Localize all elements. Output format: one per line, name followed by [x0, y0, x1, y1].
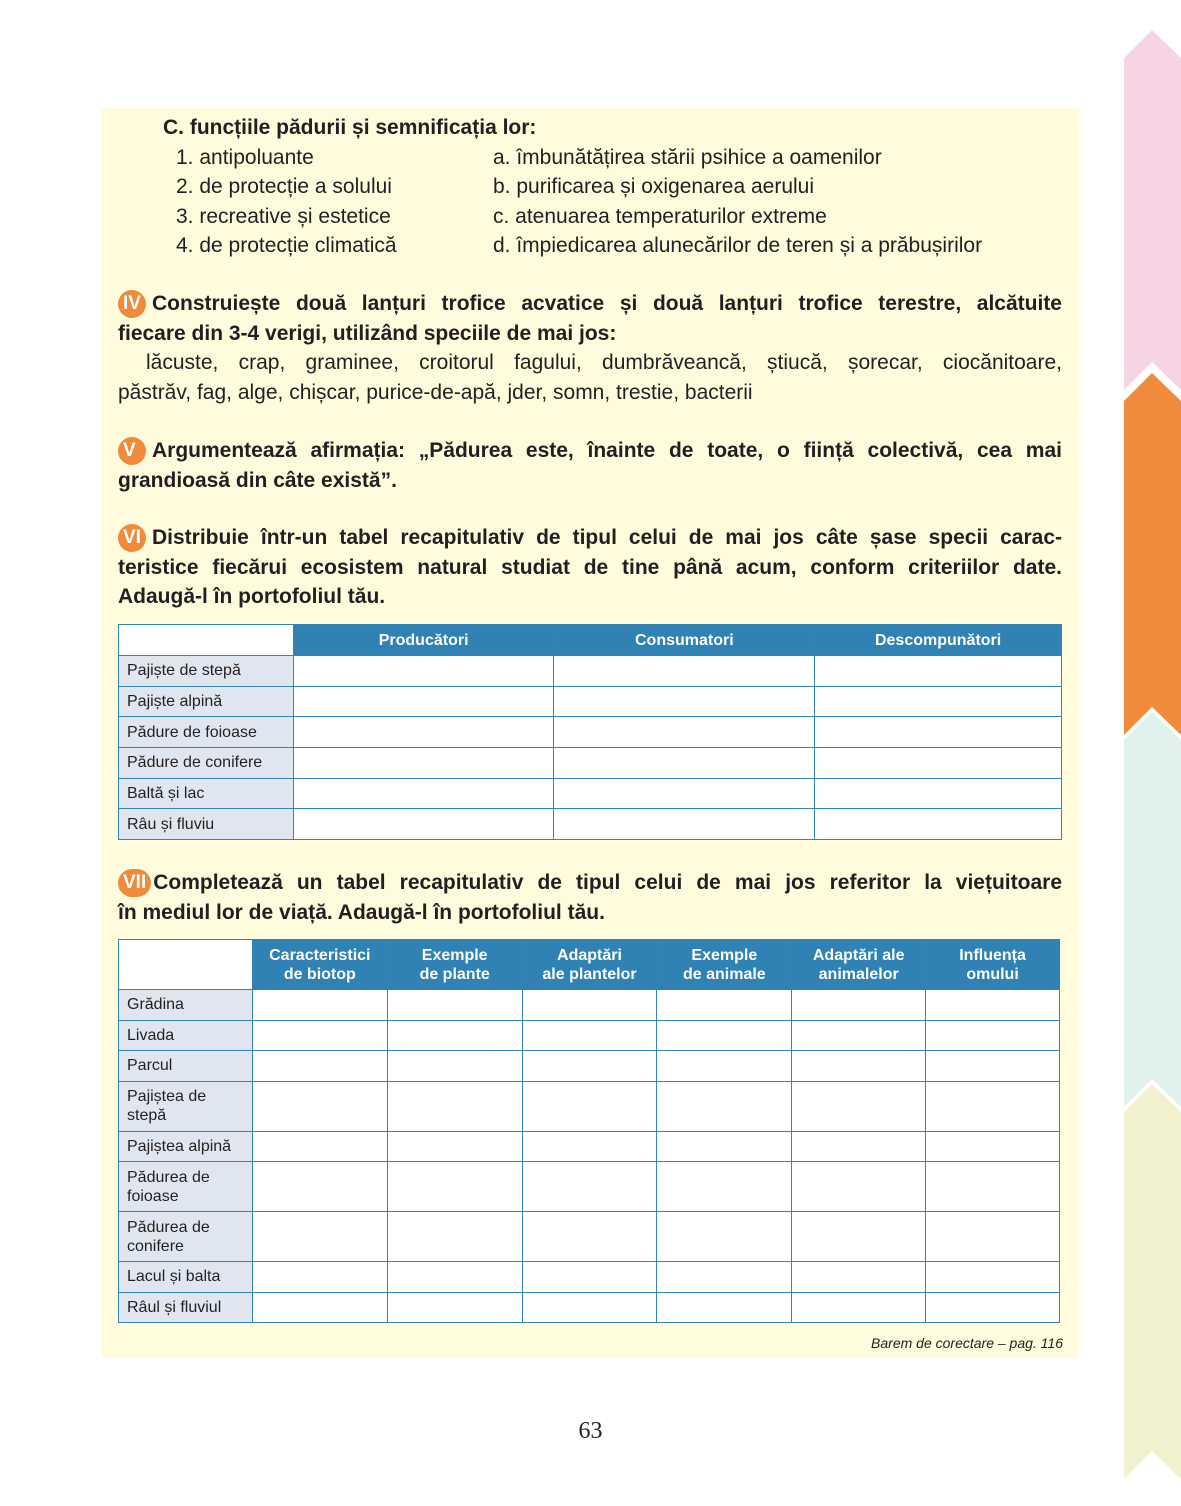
- task-badge: IV: [118, 290, 146, 318]
- table-header: Exemple de plante: [387, 940, 522, 990]
- list-item: d. împiedicarea alunecărilor de teren și a prăbușirilor: [493, 233, 983, 257]
- row-label: Baltă și lac: [119, 778, 294, 809]
- page-number: 63: [578, 1418, 603, 1444]
- table-cell[interactable]: [522, 1162, 657, 1212]
- row-label: Pajiștea alpină: [119, 1131, 253, 1162]
- row-label: Pădure de foioase: [119, 717, 294, 748]
- table-cell[interactable]: [293, 748, 554, 779]
- table-cell[interactable]: [792, 1292, 926, 1323]
- table-cell[interactable]: [252, 1212, 387, 1262]
- table-cell[interactable]: [252, 1081, 387, 1131]
- table-cell[interactable]: [293, 656, 554, 687]
- table-cell[interactable]: [657, 1081, 792, 1131]
- species-line2: păstrăv, fag, alge, chișcar, purice-de-apă, jder, somn, trestie, bacterii: [118, 380, 753, 404]
- table-cell[interactable]: [926, 1131, 1060, 1162]
- table-header: Descompunători: [815, 625, 1062, 656]
- task-iv-line1: Construiește două lanțuri trofice acvatice și două lanțuri trofice terestre, alcătuite: [152, 292, 1062, 315]
- row-label: Grădina: [119, 990, 253, 1021]
- table-cell[interactable]: [252, 990, 387, 1021]
- table-corner: [119, 940, 253, 990]
- table-header: Adaptări ale animalelor: [792, 940, 926, 990]
- table-cell[interactable]: [252, 1131, 387, 1162]
- table-cell[interactable]: [792, 1212, 926, 1262]
- table-cell[interactable]: [792, 1162, 926, 1212]
- table-cell[interactable]: [387, 1131, 522, 1162]
- table-cell[interactable]: [522, 1020, 657, 1051]
- table-cell[interactable]: [792, 1081, 926, 1131]
- task-vii: [118, 868, 1062, 927]
- section-c-right-list: [493, 143, 982, 260]
- task-badge: VI: [118, 524, 146, 552]
- table-cell[interactable]: [522, 1212, 657, 1262]
- row-label: Râul și fluviul: [119, 1292, 253, 1323]
- row-label: Pădure de conifere: [119, 748, 294, 779]
- table-cell[interactable]: [522, 1262, 657, 1293]
- row-label: Pădurea de conifere: [119, 1212, 253, 1262]
- table-cell[interactable]: [792, 990, 926, 1021]
- task-iv-line2: fiecare din 3-4 verigi, utilizând speciile de mai jos:: [118, 321, 617, 345]
- table-cell[interactable]: [522, 1081, 657, 1131]
- task-iv: [118, 289, 1062, 407]
- table-cell[interactable]: [387, 1081, 522, 1131]
- task-badge: VII: [118, 869, 151, 897]
- table-cell[interactable]: [926, 990, 1060, 1021]
- table-cell[interactable]: [792, 1051, 926, 1082]
- table-cell[interactable]: [657, 1292, 792, 1323]
- answer-key-reference: Barem de corectare – pag. 116: [871, 1335, 1063, 1351]
- row-label: Parcul: [119, 1051, 253, 1082]
- table-cell[interactable]: [554, 778, 815, 809]
- row-label: Pajiște de stepă: [119, 656, 294, 687]
- table-cell[interactable]: [252, 1162, 387, 1212]
- row-label: Pajiște alpină: [119, 686, 294, 717]
- table-cell[interactable]: [657, 1212, 792, 1262]
- section-c-left-list: [176, 143, 397, 260]
- table-header: Caracteristici de biotop: [252, 940, 387, 990]
- table-cell[interactable]: [926, 1020, 1060, 1051]
- task-vi-line2: teristice fiecărui ecosistem natural studiat de tine până acum, conform criteriilor date.: [118, 555, 1062, 579]
- task-v: [118, 436, 1062, 495]
- table-cell[interactable]: [387, 1292, 522, 1323]
- table-cell[interactable]: [792, 1131, 926, 1162]
- task-vi-line3: Adaugă-l în portofoliul tău.: [118, 585, 386, 608]
- row-label: Lacul și balta: [119, 1262, 253, 1293]
- table-cell[interactable]: [293, 717, 554, 748]
- table-cell[interactable]: [815, 748, 1062, 779]
- table-cell[interactable]: [657, 1131, 792, 1162]
- row-label: Pajiștea de stepă: [119, 1081, 253, 1131]
- table-cell[interactable]: [554, 686, 815, 717]
- table-cell[interactable]: [252, 1051, 387, 1082]
- table-header: Producători: [293, 625, 554, 656]
- table-cell[interactable]: [293, 809, 554, 840]
- table-cell[interactable]: [554, 656, 815, 687]
- task-vii-line1: Completează un tabel recapitulativ de tipul celui de mai jos referitor la viețuitoare: [153, 871, 1062, 894]
- habitat-table: [118, 939, 1060, 1323]
- table-cell[interactable]: [926, 1081, 1060, 1131]
- table-cell[interactable]: [387, 1262, 522, 1293]
- table-cell[interactable]: [252, 1292, 387, 1323]
- table-header: Influența omului: [926, 940, 1060, 990]
- table-cell[interactable]: [926, 1212, 1060, 1262]
- table-cell[interactable]: [926, 1051, 1060, 1082]
- table-header: Consumatori: [554, 625, 815, 656]
- list-item: 2. de protecție a solului: [176, 175, 392, 199]
- list-item: 1. antipoluante: [176, 146, 314, 169]
- table-cell[interactable]: [815, 686, 1062, 717]
- table-cell[interactable]: [657, 1020, 792, 1051]
- species-line1: lăcuste, crap, graminee, croitorul fagului, dumbrăveancă, știucă, șorecar, ciocănitoare,: [146, 351, 1062, 374]
- row-label: Râu și fluviu: [119, 809, 294, 840]
- table-cell[interactable]: [293, 778, 554, 809]
- list-item: 4. de protecție climatică: [176, 233, 397, 257]
- list-item: 3. recreative și estetice: [176, 204, 391, 228]
- task-vii-line2: în mediul lor de viață. Adaugă-l în portofoliul tău.: [118, 900, 605, 924]
- task-vi: [118, 523, 1062, 612]
- table-cell[interactable]: [792, 1262, 926, 1293]
- table-cell[interactable]: [657, 1162, 792, 1212]
- table-cell[interactable]: [387, 1020, 522, 1051]
- table-cell[interactable]: [815, 717, 1062, 748]
- table-cell[interactable]: [387, 1212, 522, 1262]
- table-cell[interactable]: [387, 1051, 522, 1082]
- table-cell[interactable]: [252, 1262, 387, 1293]
- table-header: Adaptări ale plantelor: [522, 940, 657, 990]
- table-cell[interactable]: [522, 1051, 657, 1082]
- side-tab-mint: [1124, 712, 1181, 1107]
- task-vi-line1: Distribuie într-un tabel recapitulativ de tipul celui de mai jos câte șase specii carac-: [152, 526, 1062, 549]
- table-cell[interactable]: [926, 1292, 1060, 1323]
- row-label: Livada: [119, 1020, 253, 1051]
- task-badge: V: [118, 437, 146, 465]
- list-item: a. îmbunătățirea stării psihice a oamenilor: [493, 146, 882, 169]
- side-tab-pink: [1124, 30, 1181, 390]
- task-v-line1: Argumentează afirmația: „Pădurea este, înainte de toate, o ființă colectivă, cea mai: [152, 439, 1062, 462]
- ecosystem-table: [118, 624, 1062, 840]
- task-v-line2: grandioasă din câte există”.: [118, 468, 397, 492]
- table-cell[interactable]: [522, 1292, 657, 1323]
- table-header: Exemple de animale: [657, 940, 792, 990]
- list-item: b. purificarea și oxigenarea aerului: [493, 175, 815, 199]
- table-corner: [119, 625, 294, 656]
- table-cell[interactable]: [387, 990, 522, 1021]
- table-cell[interactable]: [252, 1020, 387, 1051]
- table-cell[interactable]: [522, 990, 657, 1021]
- table-cell[interactable]: [657, 1262, 792, 1293]
- side-tab-orange: [1124, 373, 1181, 735]
- table-cell[interactable]: [554, 717, 815, 748]
- table-cell[interactable]: [815, 656, 1062, 687]
- table-cell[interactable]: [657, 1051, 792, 1082]
- list-item: c. atenuarea temperaturilor extreme: [493, 204, 827, 228]
- row-label: Pădurea de foioase: [119, 1162, 253, 1212]
- table-cell[interactable]: [554, 748, 815, 779]
- table-cell[interactable]: [926, 1262, 1060, 1293]
- table-cell[interactable]: [792, 1020, 926, 1051]
- table-cell[interactable]: [293, 686, 554, 717]
- table-cell[interactable]: [657, 990, 792, 1021]
- table-cell[interactable]: [387, 1162, 522, 1212]
- table-cell[interactable]: [815, 809, 1062, 840]
- table-cell[interactable]: [554, 809, 815, 840]
- table-cell[interactable]: [522, 1131, 657, 1162]
- table-cell[interactable]: [926, 1162, 1060, 1212]
- section-c-title: C. funcțiile pădurii și semnificația lor:: [163, 116, 537, 139]
- table-cell[interactable]: [815, 778, 1062, 809]
